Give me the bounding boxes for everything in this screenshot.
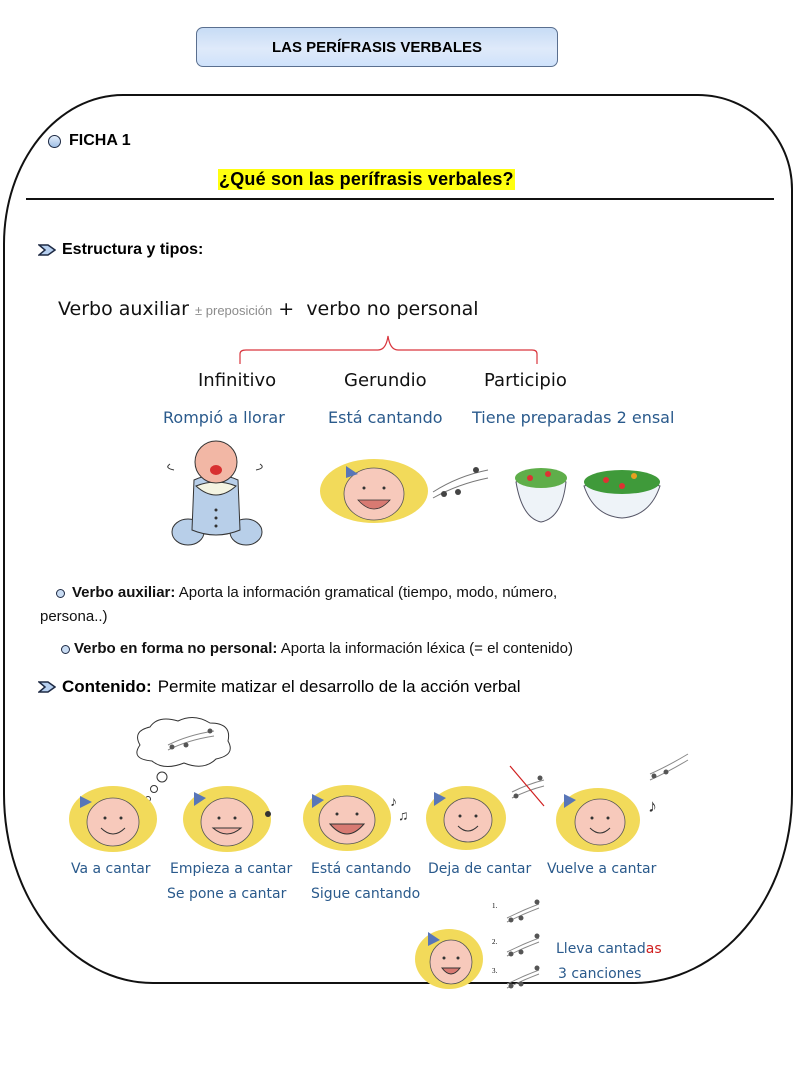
formula-prep: ± preposición xyxy=(195,303,273,318)
example-participio: Tiene preparadas 2 ensal xyxy=(472,408,675,427)
music-notes-icon xyxy=(503,898,543,928)
girl-face-lleva-cantadas xyxy=(414,928,484,990)
formula-no-personal: verbo no personal xyxy=(306,298,479,320)
definition-term: Verbo auxiliar: xyxy=(72,584,176,601)
section-heading: Estructura y tipos: xyxy=(62,241,204,258)
page-title-box xyxy=(196,27,558,67)
bullet-icon xyxy=(61,645,70,654)
section-estructura xyxy=(38,241,203,259)
svg-text:♫: ♫ xyxy=(398,807,409,823)
ficha-text: FICHA 1 xyxy=(69,132,131,149)
example-infinitivo: Rompió a llorar xyxy=(163,408,285,427)
section-heading: Contenido: xyxy=(62,677,152,696)
example-gerundio: Está cantando xyxy=(328,408,443,427)
music-notes-icon xyxy=(503,932,543,962)
stage-label: Está cantando xyxy=(311,861,412,877)
stage-label: Sigue cantando xyxy=(311,886,421,902)
list-number: 1. xyxy=(492,902,498,910)
formula-plus: + xyxy=(278,298,295,320)
chevron-right-icon xyxy=(38,681,56,693)
definition-term: Verbo en forma no personal: xyxy=(74,640,278,657)
list-number: 3. xyxy=(492,967,498,975)
singing-girl-illustration xyxy=(318,456,493,526)
crying-baby-illustration xyxy=(160,440,272,548)
divider xyxy=(26,198,774,200)
lleva-suffix-red: as xyxy=(645,941,662,957)
stage-label: Deja de cantar xyxy=(428,861,532,877)
music-notes-icon xyxy=(503,964,543,994)
section-text: Permite matizar el desarrollo de la acción verbal xyxy=(157,677,521,696)
stage-label: Se pone a cantar xyxy=(167,886,287,902)
form-infinitivo: Infinitivo xyxy=(198,370,277,391)
form-participio: Participio xyxy=(484,370,567,391)
page-title: LAS PERÍFRASIS VERBALES xyxy=(271,38,483,56)
chevron-right-icon xyxy=(38,244,56,256)
stage-label: Vuelve a cantar xyxy=(547,861,657,877)
lleva-prefix: Lleva cantad xyxy=(556,941,646,957)
girl-face-va-a-cantar xyxy=(68,784,158,854)
girl-face-deja-de-cantar xyxy=(424,762,550,852)
form-gerundio: Gerundio xyxy=(344,370,427,391)
question-heading: ¿Qué son las perífrasis verbales? xyxy=(219,169,514,189)
list-number: 2. xyxy=(492,938,498,946)
girl-face-empieza-a-cantar xyxy=(182,784,272,854)
definition-auxiliar xyxy=(56,584,557,601)
definition-auxiliar-cont: persona..) xyxy=(40,608,108,625)
stage-label: Va a cantar xyxy=(71,861,151,877)
girl-face-vuelve-a-cantar xyxy=(554,750,694,854)
curly-brace-icon xyxy=(238,330,540,366)
lleva-cantadas-text xyxy=(556,941,662,957)
definition-text: Aporta la información gramatical (tiempo, modo, número, xyxy=(178,584,558,601)
circle-bullet-icon xyxy=(48,135,61,148)
stage-label: Empieza a cantar xyxy=(170,861,293,877)
formula-aux: Verbo auxiliar xyxy=(58,298,189,320)
tres-canciones-text: 3 canciones xyxy=(558,966,642,982)
svg-text:♪: ♪ xyxy=(390,793,397,809)
salad-bowls-illustration xyxy=(510,460,665,526)
bullet-icon xyxy=(56,589,65,598)
ficha-label xyxy=(48,132,131,150)
section-contenido xyxy=(38,677,521,697)
definition-text: Aporta la información léxica (= el contenido) xyxy=(280,640,573,657)
definition-no-personal xyxy=(61,640,573,657)
girl-face-esta-cantando xyxy=(302,782,412,854)
svg-text:♪: ♪ xyxy=(648,796,657,816)
formula xyxy=(58,298,479,320)
